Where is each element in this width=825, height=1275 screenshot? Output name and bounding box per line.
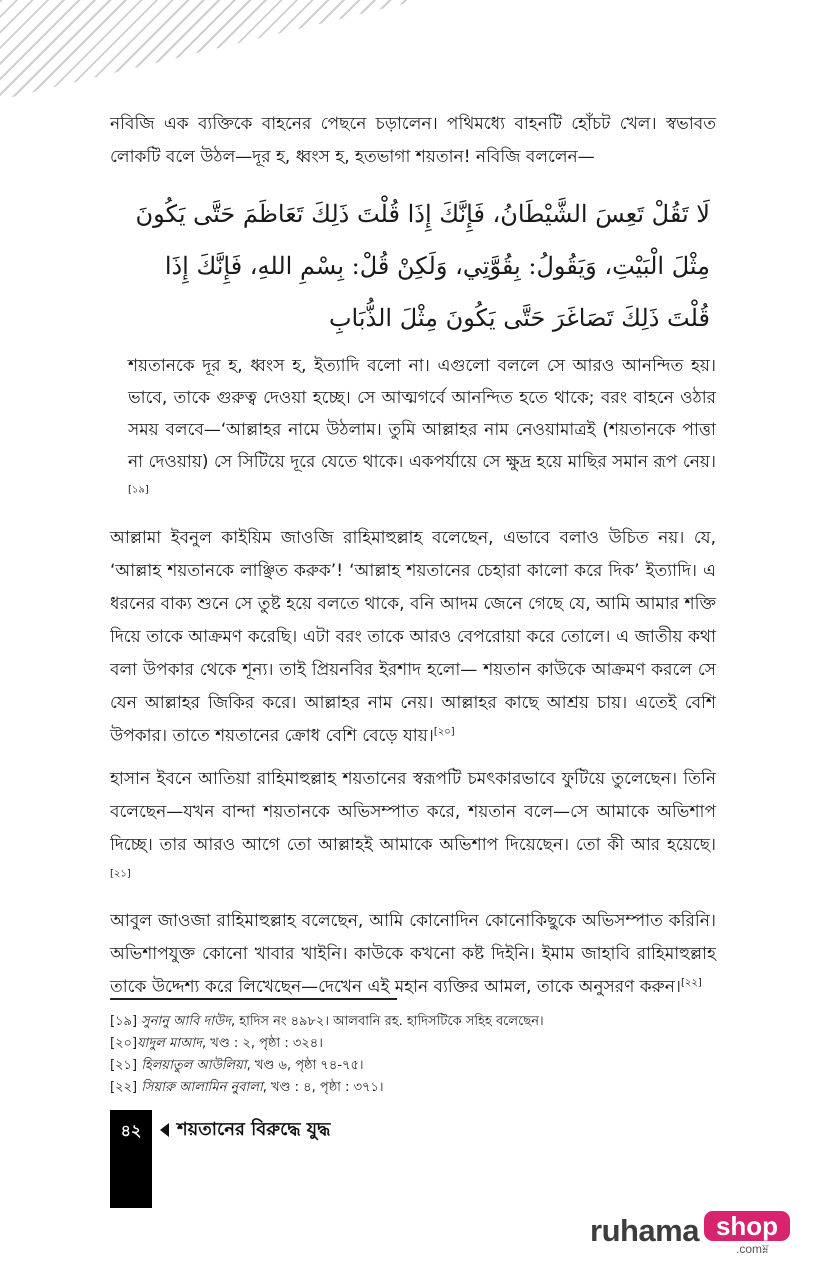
footnote-ref-19[interactable]: [১৯] [128, 484, 149, 496]
hadith-translation: শয়তানকে দূর হ, ধ্বংস হ, ইত্যাদি বলো না। এগুলো বললে সে আরও আনন্দিত হয়। ভাবে, তাকে গুরুত্ব দেওয়া হচ্ছে। সে আত্মগর্বে আনন্দিত হতে থাকে; বরং বাহনে ওঠার সময় বলবে—‘আল্লাহর নামে উঠলাম। তুমি আল্লাহর নাম নেওয়ামাত্রই (শয়তানকে পাত্তা না দেওয়ায়) সে সিটিয়ে দূরে যেতে থাকে। একপর্যায়ে সে ক্ষুদ্র হয়ে মাছির সমান রূপ নেয়।[১৯] [128, 356, 716, 496]
footnotes [110, 1011, 716, 1099]
paragraph-3: হাসান ইবনে আতিয়া রাহিমাহুল্লাহ শয়তানের স্বরূপটি চমৎকারভাবে ফুটিয়ে তুলেছেন। তিনি বলেছেন—যখন বান্দা শয়তানকে অভিসম্পাত করে, শয়তান বলে—সে আমাকে অভিশাপ দিচ্ছে। তার আরও আগে তো আল্লাহই আমাকে অভিশাপ দিয়েছেন। তো কী আর হয়েছে।[২১] [110, 769, 716, 880]
logo-shop-badge: shop [704, 1211, 790, 1241]
logo-domain-text: .comম্ন [736, 1242, 769, 1256]
logo-ruhama-text: ruhama [590, 1213, 699, 1248]
arabic-hadith: لَا تَقُلْ تَعِسَ الشَّيْطَانُ، فَإِنَّكَ إِذَا قُلْتَ ذَلِكَ تَعَاظَمَ حَتَّى يَكُونَ مِثْلَ الْبَيْتِ، وَيَقُولُ: بِقُوَّتِي، وَلَكِنْ قُلْ: بِسْمِ اللهِ، فَإِنَّكَ إِذَا قُلْتَ ذَلِكَ تَصَاغَرَ حَتَّى يَكُونَ مِثْلَ الذُّبَابِ [135, 200, 710, 332]
footnote-ref-22[interactable]: [২২] [680, 977, 702, 989]
page-number: ৪২ [110, 1110, 152, 1152]
paragraph-1: নবিজি এক ব্যক্তিকে বাহনের পেছনে চড়ালেন। পথিমধ্যে বাহনটি হোঁচট খেল। স্বভাবত লোকটি বলে উঠল—দূর হ, ধ্বংস হ, হতভাগা শয়তান! নবিজি বললেন— [110, 114, 716, 167]
footnote-item: [২১] হিলয়াতুল আউলিয়া, খণ্ড ৬, পৃষ্ঠা ৭৪-৭৫। [110, 1058, 364, 1073]
footnote-divider [110, 998, 397, 1000]
decorative-corner-stripes [0, 0, 420, 100]
footnote-item: [২২] সিয়ারু আলামিন নুবালা, খণ্ড : ৪, পৃষ্ঠা : ৩৭১। [110, 1080, 384, 1095]
paragraph-2: আল্লামা ইবনুল কাইয়িম জাওজি রাহিমাহুল্লাহ বলেছেন, এভাবে বলাও উচিত নয়। যে, ‘আল্লাহ শয়তানকে লাঞ্ছিত করুক’! ‘আল্লাহ শয়তানের চেহারা কালো করে দিক’ ইত্যাদি। এ ধরনের বাক্য শুনে সে তুষ্ট হয়ে বলতে থাকে, বনি আদম জেনে গেছে যে, আমি আমার শক্তি দিয়ে তাকে আক্রমণ করেছি। এটা বরং তাকে আরও বেপরোয়া করে তোলে। এ জাতীয় কথা বলা উপকার থেকে শূন্য। তাই প্রিয়নবির ইরশাদ হলো— শয়তান কাউকে আক্রমণ করলে সে যেন আল্লাহর জিকির করে। আল্লাহর নাম নেয়। আল্লাহর কাছে আশ্রয় চায়। এতেই বেশি উপকার। তাতে শয়তানের ক্রোধ বেশি বেড়ে যায়।[২০] [110, 528, 716, 746]
footnote-ref-21[interactable]: [২১] [110, 868, 131, 880]
footnote-item: [২০]যাদুল মাআদ, খণ্ড : ২, পৃষ্ঠা : ৩২৪। [110, 1036, 323, 1051]
paragraph-4: আবুল জাওজা রাহিমাহুল্লাহ বলেছেন, আমি কোনোদিন কোনোকিছুকে অভিসম্পাত করিনি। অভিশাপযুক্ত কোনো খাবার খাইনি। কাউকে কখনো কষ্ট দিইনি। ইমাম জাহাবি রাহিমাহুল্লাহ তাকে উদ্দেশ্য করে লিখেছেন—দেখেন এই মহান ব্যক্তির আমল, তাকে অনুসরণ করুন।[২২] [110, 911, 716, 997]
footnote-ref-20[interactable]: [২০] [433, 726, 455, 738]
page-body [110, 108, 716, 1004]
book-title: শয়তানের বিরুদ্ধে যুদ্ধ [177, 1118, 331, 1140]
ruhamashop-logo[interactable] [590, 1205, 790, 1256]
running-footer [160, 1115, 330, 1145]
footnote-item: [১৯] সুনানু আবি দাউদ, হাদিস নং ৪৯৮২। আলবানি রহ. হাদিসটিকে সহিহ বলেছেন। [110, 1014, 544, 1029]
left-arrow-icon [160, 1123, 169, 1137]
